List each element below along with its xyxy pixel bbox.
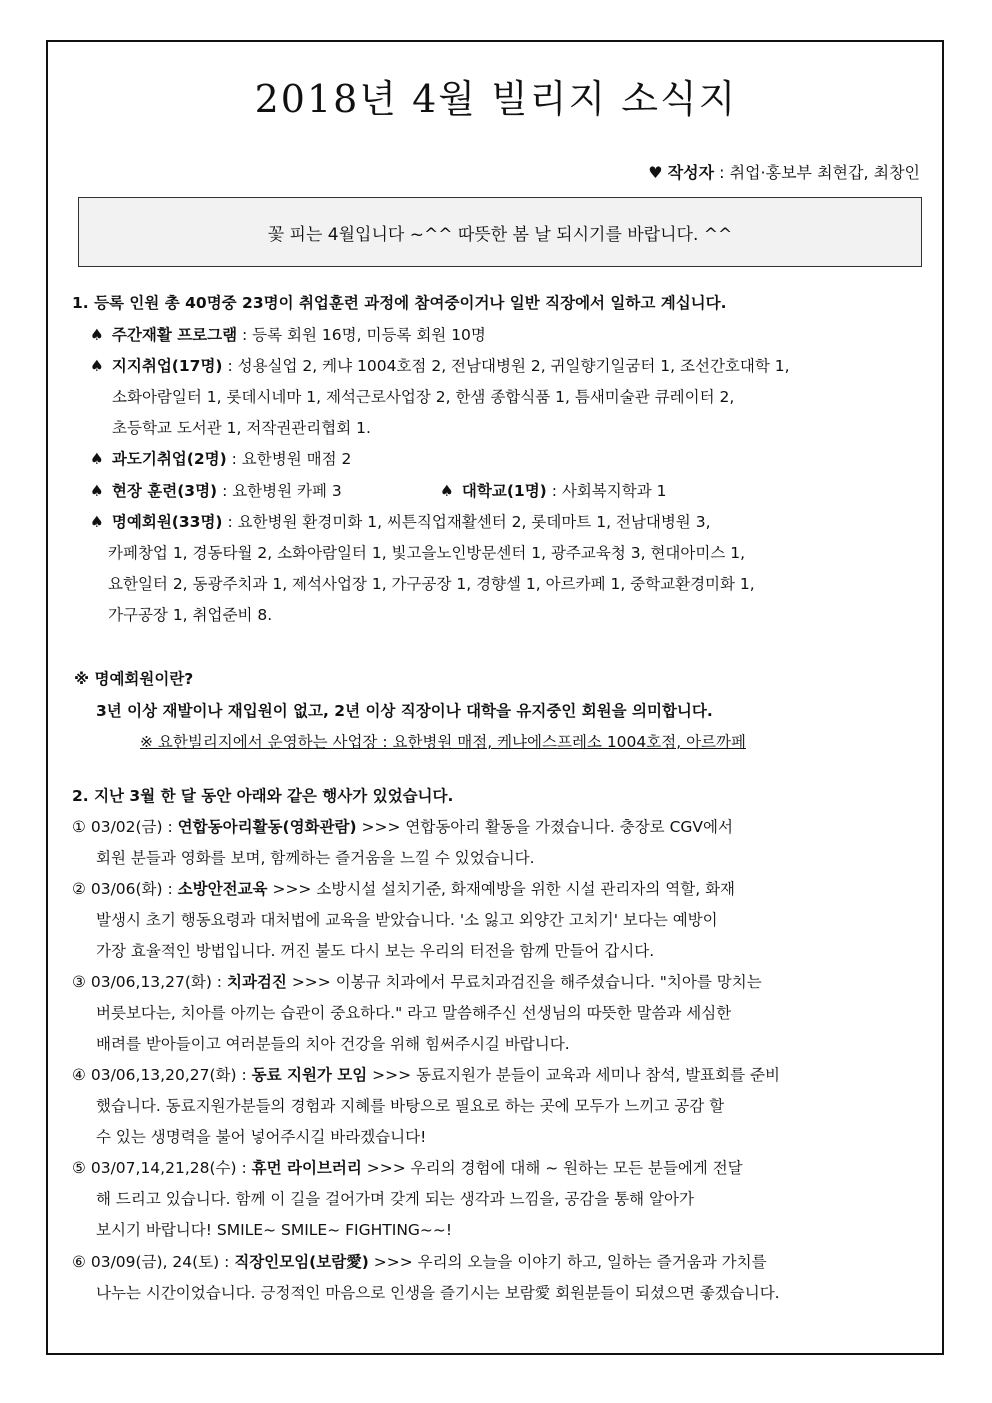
event-date: 03/06,13,27(화) : bbox=[90, 973, 223, 991]
honorary-line: 요한일터 2, 동광주치과 1, 제석사업장 1, 가구공장 1, 경향셀 1, 아르카페 1, 중학교환경미화 1, bbox=[108, 575, 755, 593]
event-item bbox=[72, 878, 735, 900]
event-name: 직장인모임(보람愛) bbox=[234, 1253, 369, 1271]
support-label: 지지취업(17명) bbox=[111, 357, 223, 375]
event-line: 수 있는 생명력을 불어 넣어주시길 바라겠습니다! bbox=[96, 1128, 427, 1146]
support-line: 소화아람일터 1, 롯데시네마 1, 제석근로사업장 2, 한샘 종합식품 1, 틈새미술관 큐레이터 2, bbox=[112, 388, 735, 406]
event-line: 나누는 시간이었습니다. 긍정적인 마음으로 인생을 즐기시는 보람愛 회원분들이 되셨으면 좋겠습니다. bbox=[96, 1284, 780, 1302]
event-name: 소방안전교육 bbox=[177, 880, 268, 898]
support-employment bbox=[90, 355, 790, 377]
section2-heading: 2. 지난 3월 한 달 동안 아래와 같은 행사가 있었습니다. bbox=[72, 787, 454, 805]
event-item bbox=[72, 1064, 780, 1086]
event-name: 연합동아리활동(영화관람) bbox=[177, 818, 357, 836]
event-item bbox=[72, 816, 733, 838]
event-date: 03/06(화) : bbox=[90, 880, 173, 898]
spade-icon: ♠ bbox=[90, 513, 104, 531]
spade-icon: ♠ bbox=[90, 450, 104, 468]
event-date: 03/02(금) : bbox=[90, 818, 173, 836]
honorary-members bbox=[90, 511, 711, 533]
university bbox=[440, 480, 666, 502]
author-names: : 취업·홍보부 최현갑, 최창인 bbox=[719, 163, 920, 182]
author-line bbox=[648, 160, 920, 183]
honorary-line: : 요한병원 환경미화 1, 씨튼직업재활센터 2, 롯데마트 1, 전남대병원 3, bbox=[227, 513, 711, 531]
greeting-text: 꽃 피는 4월입니다 ~^^ 따뜻한 봄 날 되시기를 바랍니다. ^^ bbox=[267, 224, 733, 245]
event-line: >>> 이봉규 치과에서 무료치과검진을 해주셨습니다. "치아를 망치는 bbox=[291, 973, 762, 991]
event-number: ② bbox=[72, 880, 86, 898]
event-number: ④ bbox=[72, 1066, 86, 1084]
event-line: >>> 소방시설 설치기준, 화재예방을 위한 시설 관리자의 역할, 화재 bbox=[272, 880, 736, 898]
author-label: 작성자 bbox=[667, 163, 715, 182]
event-line: >>> 우리의 경험에 대해 ~ 원하는 모든 분들에게 전달 bbox=[366, 1159, 743, 1177]
event-date: 03/06,13,20,27(화) : bbox=[90, 1066, 247, 1084]
field-training bbox=[90, 480, 342, 502]
event-date: 03/09(금), 24(토) : bbox=[90, 1253, 230, 1271]
page-title: 2018년 4월 빌리지 소식지 bbox=[254, 77, 738, 121]
transitional-employment bbox=[90, 448, 351, 470]
honorary-line: 가구공장 1, 취업준비 8. bbox=[108, 606, 273, 624]
event-name: 휴먼 라이브러리 bbox=[251, 1159, 362, 1177]
field-text: : 요한병원 카페 3 bbox=[222, 482, 342, 500]
event-line: 했습니다. 동료지원가분들의 경험과 지혜를 바탕으로 필요로 하는 곳에 모두가 느끼고 공감 할 bbox=[96, 1097, 725, 1115]
event-item bbox=[72, 1157, 743, 1179]
greeting-box bbox=[78, 197, 922, 267]
note-text: 3년 이상 재발이나 재입원이 없고, 2년 이상 직장이나 대학을 유지중인 회원을 의미합니다. bbox=[96, 702, 713, 720]
event-item bbox=[72, 971, 762, 993]
event-item bbox=[72, 1251, 767, 1273]
event-date: 03/07,14,21,28(수) : bbox=[90, 1159, 247, 1177]
event-number: ① bbox=[72, 818, 86, 836]
honorary-label: 명예회원(33명) bbox=[111, 513, 223, 531]
spade-icon: ♠ bbox=[90, 482, 104, 500]
weekly-program bbox=[90, 324, 486, 346]
event-line: 보시기 바랍니다! SMILE~ SMILE~ FIGHTING~~! bbox=[96, 1221, 453, 1239]
university-label: 대학교(1명) bbox=[461, 482, 547, 500]
spade-icon: ♠ bbox=[90, 326, 104, 344]
event-name: 동료 지원가 모임 bbox=[251, 1066, 368, 1084]
support-line: 초등학교 도서관 1, 저작권관리협회 1. bbox=[112, 419, 371, 437]
section1-heading: 1. 등록 인원 총 40명중 23명이 취업훈련 과정에 참여중이거나 일반 직장에서 일하고 계십니다. bbox=[72, 294, 727, 312]
weekly-label: 주간재활 프로그램 bbox=[111, 326, 238, 344]
event-line: 가장 효율적인 방법입니다. 꺼진 불도 다시 보는 우리의 터전을 함께 만들어 갑시다. bbox=[96, 942, 655, 960]
event-number: ③ bbox=[72, 973, 86, 991]
business-list: ※ 요한빌리지에서 운영하는 사업장 : 요한병원 매점, 케냐에스프레소 1004호점, 아르까페 bbox=[140, 733, 746, 751]
event-line: >>> 연합동아리 활동을 가졌습니다. 충장로 CGV에서 bbox=[361, 818, 733, 836]
university-text: : 사회복지학과 1 bbox=[551, 482, 667, 500]
honorary-line: 카페창업 1, 경동타월 2, 소화아람일터 1, 빛고을노인방문센터 1, 광주교육청 3, 현대아미스 1, bbox=[108, 544, 746, 562]
event-name: 치과검진 bbox=[226, 973, 287, 991]
event-line: 버릇보다는, 치아를 아끼는 습관이 중요하다." 라고 말씀해주신 선생님의 따뜻한 말씀과 세심한 bbox=[96, 1004, 732, 1022]
event-line: 배려를 받아들이고 여러분들의 치아 건강을 위해 힘써주시길 바랍니다. bbox=[96, 1035, 570, 1053]
transitional-label: 과도기취업(2명) bbox=[111, 450, 227, 468]
transitional-text: : 요한병원 매점 2 bbox=[231, 450, 352, 468]
event-line: 해 드리고 있습니다. 함께 이 길을 걸어가며 갖게 되는 생각과 느낌을, 공감을 통해 알아가 bbox=[96, 1190, 694, 1208]
event-number: ⑤ bbox=[72, 1159, 86, 1177]
event-line: >>> 동료지원가 분들이 교육과 세미나 참석, 발표회를 준비 bbox=[372, 1066, 780, 1084]
heart-icon: ♥ bbox=[648, 163, 663, 182]
event-line: >>> 우리의 오늘을 이야기 하고, 일하는 즐거움과 가치를 bbox=[373, 1253, 767, 1271]
event-number: ⑥ bbox=[72, 1253, 86, 1271]
note-heading: ※ 명예회원이란? bbox=[74, 670, 194, 688]
weekly-text: : 등록 회원 16명, 미등록 회원 10명 bbox=[242, 326, 486, 344]
spade-icon: ♠ bbox=[90, 357, 104, 375]
field-label: 현장 훈련(3명) bbox=[111, 482, 218, 500]
event-line: 회원 분들과 영화를 보며, 함께하는 즐거움을 느낄 수 있었습니다. bbox=[96, 849, 535, 867]
spade-icon: ♠ bbox=[440, 482, 454, 500]
support-line: : 성용실업 2, 케냐 1004호점 2, 전남대병원 2, 귀일향기일굼터 1, 조선간호대학 1, bbox=[227, 357, 790, 375]
event-line: 발생시 초기 행동요령과 대처법에 교육을 받았습니다. '소 잃고 외양간 고치기' 보다는 예방이 bbox=[96, 911, 718, 929]
